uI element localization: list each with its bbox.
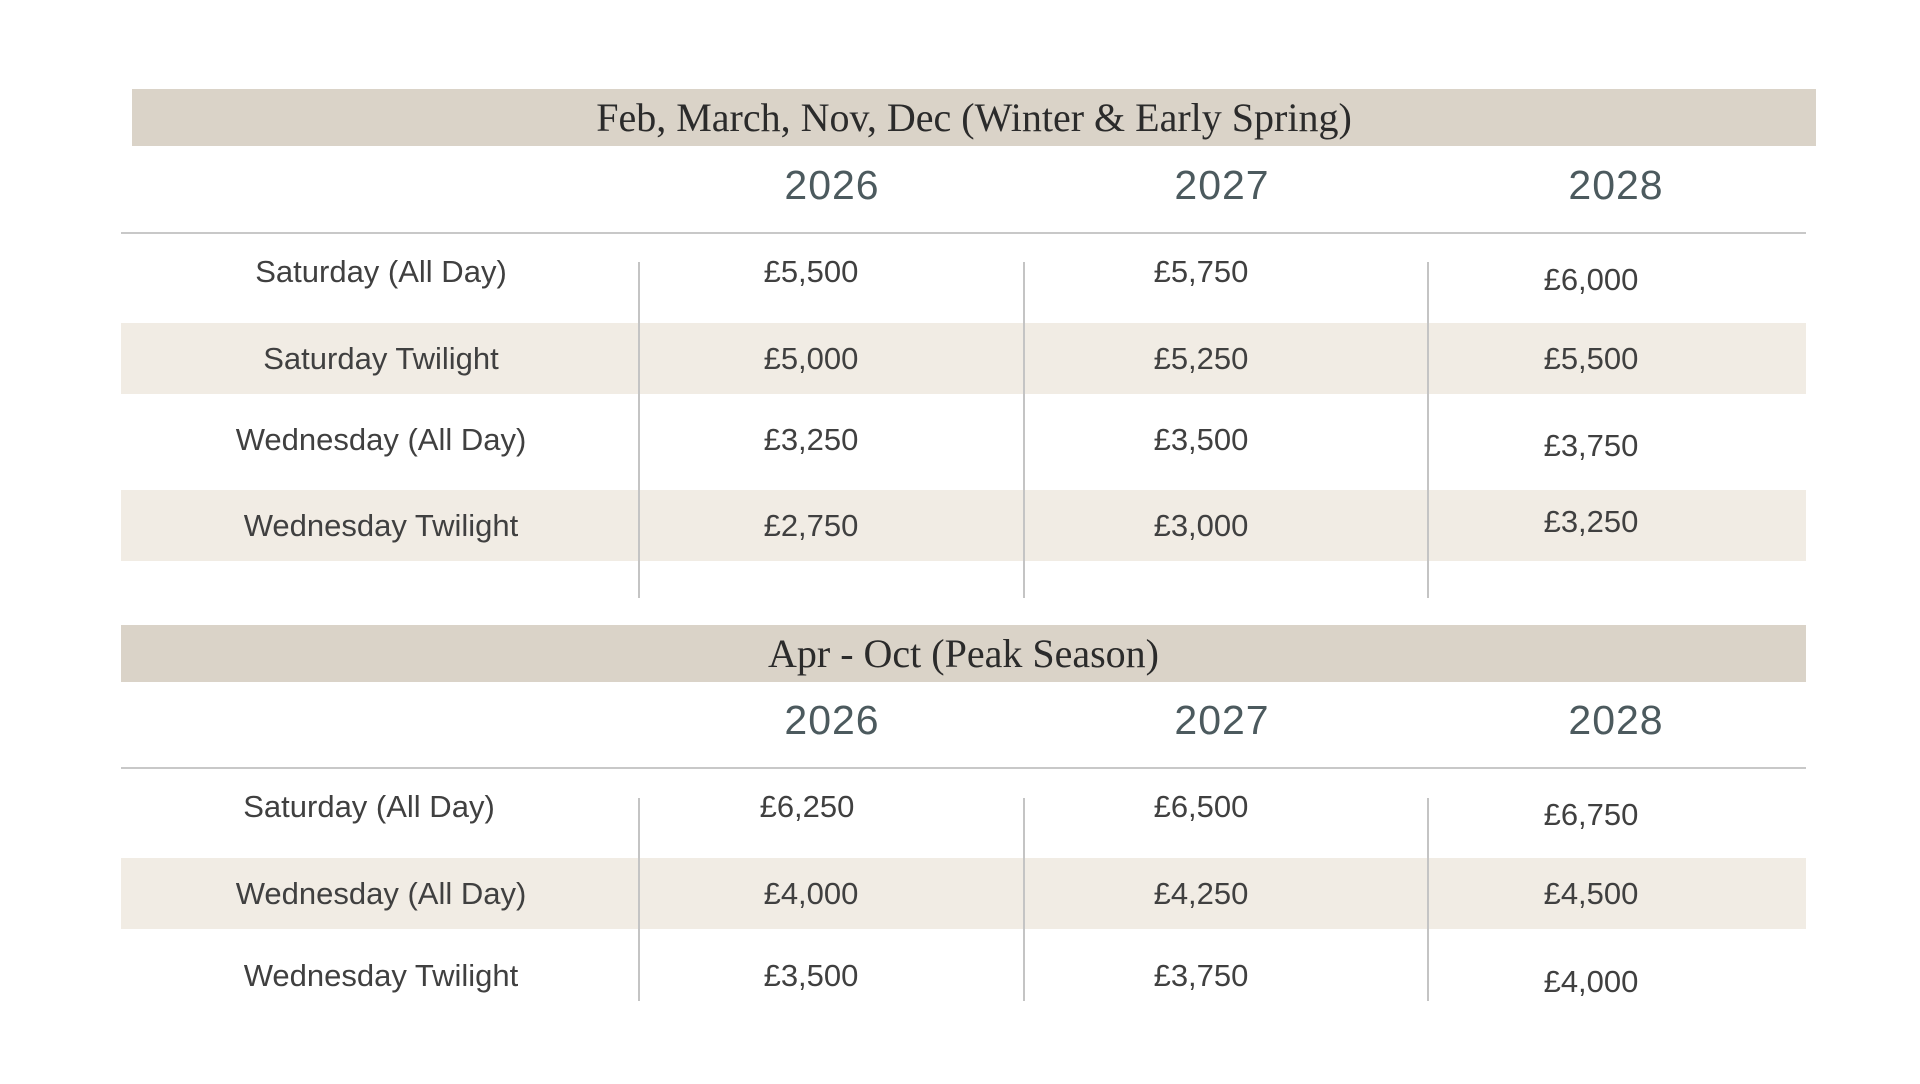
price-cell: £5,250: [1153, 340, 1249, 376]
year-2026: 2026: [784, 162, 880, 208]
price-cell: £3,250: [1543, 503, 1639, 539]
row-label: Wednesday Twilight: [243, 507, 519, 543]
year-header-row: [121, 162, 1806, 242]
year-2026: 2026: [784, 697, 880, 743]
year-2028: 2028: [1568, 162, 1664, 208]
table-row: [121, 771, 1806, 842]
year-2027: 2027: [1174, 697, 1270, 743]
row-label: Saturday (All Day): [243, 788, 495, 824]
price-cell: £4,000: [1543, 963, 1639, 999]
year-2028: 2028: [1568, 697, 1664, 743]
table-row: [121, 940, 1806, 1011]
column-divider: [638, 262, 640, 598]
price-cell: £4,000: [763, 875, 859, 911]
table-row: [121, 323, 1806, 394]
price-cell: £5,000: [763, 340, 859, 376]
section-title-winter: Feb, March, Nov, Dec (Winter & Early Spring): [132, 89, 1816, 146]
table-row: [121, 858, 1806, 929]
price-cell: £3,750: [1153, 957, 1249, 993]
price-cell: £5,500: [1543, 340, 1639, 376]
price-cell: £6,500: [1153, 788, 1249, 824]
price-cell: £2,750: [763, 507, 859, 543]
price-cell: £4,250: [1153, 875, 1249, 911]
header-divider: [121, 767, 1806, 769]
column-divider: [1023, 798, 1025, 1001]
row-label: Wednesday (All Day): [235, 421, 527, 457]
column-divider: [1427, 798, 1429, 1001]
year-header-row: [121, 697, 1806, 777]
price-cell: £6,750: [1543, 796, 1639, 832]
column-divider: [1023, 262, 1025, 598]
table-row: [121, 236, 1806, 307]
row-label: Saturday Twilight: [263, 340, 499, 376]
price-cell: £3,250: [763, 421, 859, 457]
price-cell: £3,500: [763, 957, 859, 993]
price-cell: £3,000: [1153, 507, 1249, 543]
year-2027: 2027: [1174, 162, 1270, 208]
price-cell: £5,750: [1153, 253, 1249, 289]
price-cell: £6,250: [759, 788, 855, 824]
price-cell: £5,500: [763, 253, 859, 289]
price-cell: £3,750: [1543, 427, 1639, 463]
row-label: Wednesday (All Day): [235, 875, 527, 911]
section-title-peak: Apr - Oct (Peak Season): [121, 625, 1806, 682]
row-label: Saturday (All Day): [255, 253, 507, 289]
column-divider: [1427, 262, 1429, 598]
price-cell: £3,500: [1153, 421, 1249, 457]
table-row: [121, 404, 1806, 475]
row-label: Wednesday Twilight: [243, 957, 519, 993]
column-divider: [638, 798, 640, 1001]
price-cell: £6,000: [1543, 261, 1639, 297]
price-cell: £4,500: [1543, 875, 1639, 911]
table-row: [121, 490, 1806, 561]
header-divider: [121, 232, 1806, 234]
